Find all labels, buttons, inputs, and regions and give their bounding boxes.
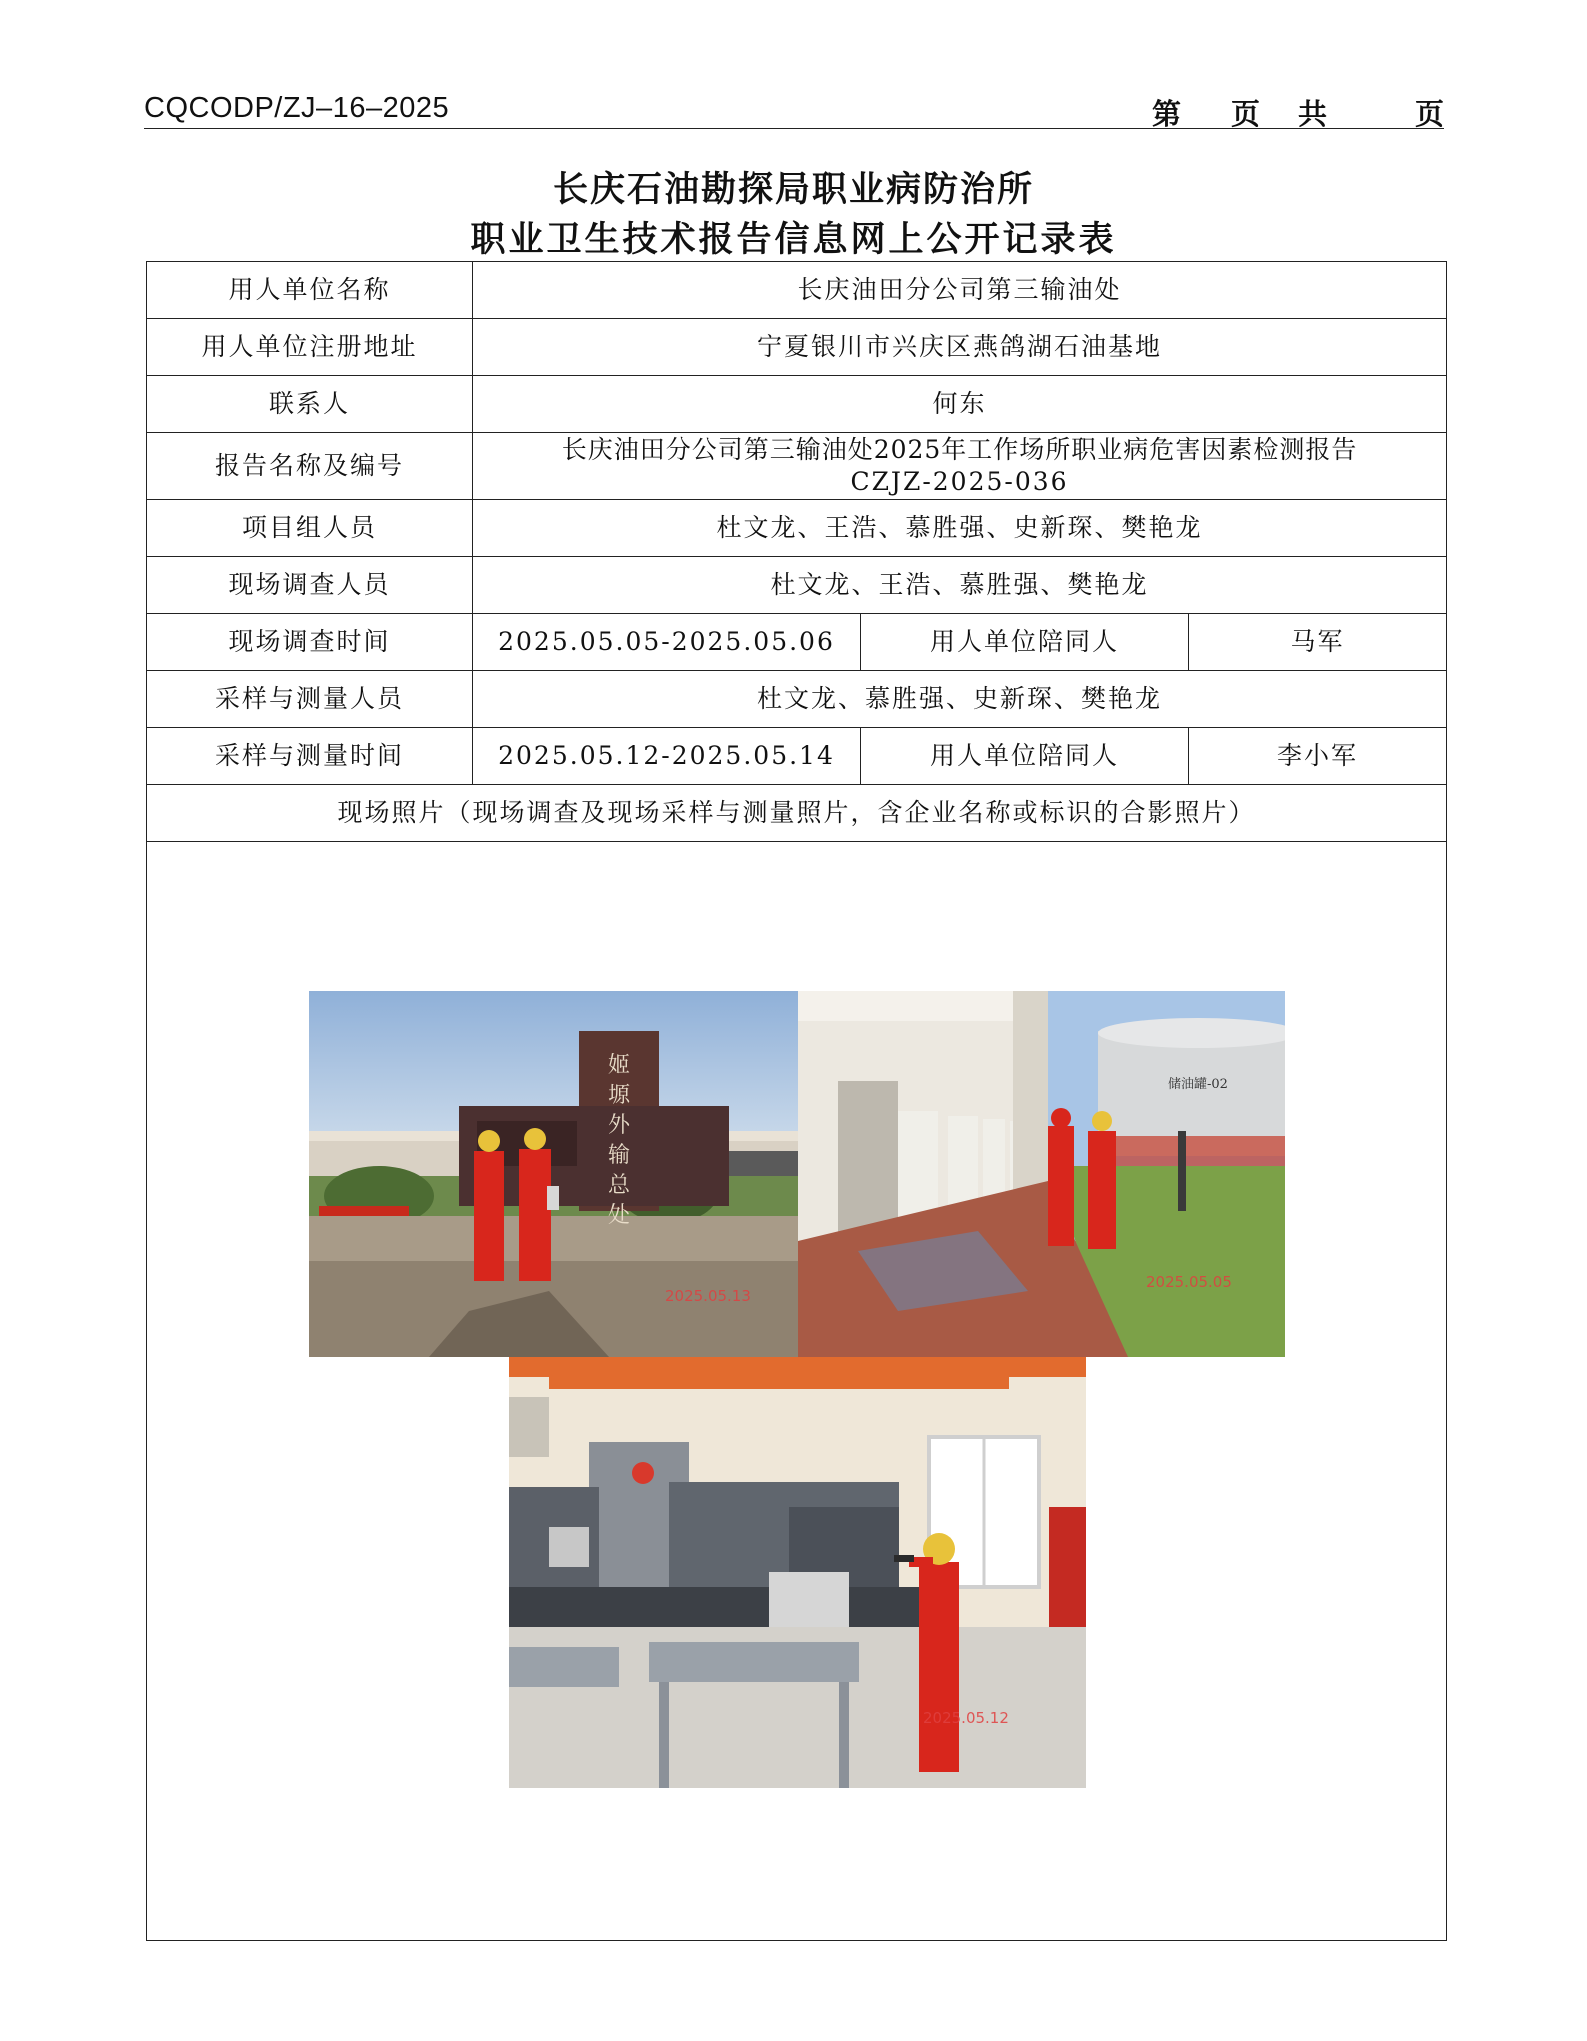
document-code: CQCODP/ZJ–16–2025 [144,92,450,124]
row-contact [147,376,1447,433]
address-label: 用人单位注册地址 [147,319,473,376]
row-survey-staff [147,557,1447,614]
institution-title: 长庆石油勘探局职业病防治所 [552,169,1034,210]
unit-name-label: 用人单位名称 [147,262,473,319]
photo-entrance-group [309,991,798,1357]
report-name: 长庆油田分公司第三输油处2025年工作场所职业病危害因素检测报告 [561,434,1358,464]
sampling-staff-value: 杜文龙、慕胜强、史新琛、樊艳龙 [473,671,1447,728]
photo-tank-date-stamp: 2025.05.05 [1146,1273,1232,1291]
contact-label: 联系人 [147,376,473,433]
photo-pump-room [509,1357,1086,1788]
row-sampling-staff [147,671,1447,728]
page-label-di: 第 [1151,97,1181,131]
photo-tank-label: 储油罐-02 [1168,1077,1228,1092]
unit-name-value: 长庆油田分公司第三输油处 [473,262,1447,319]
survey-staff-label: 现场调查人员 [147,557,473,614]
report-value [473,433,1447,500]
accompany-value-2: 李小军 [1189,728,1447,785]
sampling-staff-label: 采样与测量人员 [147,671,473,728]
address-value: 宁夏银川市兴庆区燕鸽湖石油基地 [473,319,1447,376]
page-label-ye: 页 [1414,97,1444,131]
photos-cell [147,842,1447,1941]
form-title: 职业卫生技术报告信息网上公开记录表 [470,219,1117,260]
report-code: CZJZ-2025-036 [850,467,1069,496]
accompany-label-1: 用人单位陪同人 [861,614,1189,671]
row-report [147,433,1447,500]
record-table [146,261,1447,1941]
photos-caption: 现场照片（现场调查及现场采样与测量照片，含企业名称或标识的合影照片） [147,785,1447,842]
row-sampling-time [147,728,1447,785]
sampling-time-label: 采样与测量时间 [147,728,473,785]
photo-tank-area [798,991,1285,1357]
row-team [147,500,1447,557]
photo-pump-ex-sign [632,1462,654,1484]
page-header [144,90,1444,129]
row-unit-name [147,262,1447,319]
photos-area [147,842,1446,1940]
team-label: 项目组人员 [147,500,473,557]
report-label: 报告名称及编号 [147,433,473,500]
accompany-value-1: 马军 [1189,614,1447,671]
photo-pump-date-stamp: 2025.05.12 [923,1709,1009,1727]
survey-time-label: 现场调查时间 [147,614,473,671]
contact-value: 何东 [473,376,1447,433]
page-label-ye-gong: 页共 [1230,97,1365,131]
accompany-label-2: 用人单位陪同人 [861,728,1189,785]
row-survey-time [147,614,1447,671]
photo-entrance-date-stamp: 2025.05.13 [665,1287,751,1305]
team-value: 杜文龙、王浩、慕胜强、史新琛、樊艳龙 [473,500,1447,557]
sampling-time-value: 2025.05.12-2025.05.14 [473,728,861,785]
photo-tank-image [798,991,1285,1357]
survey-time-value: 2025.05.05-2025.05.06 [473,614,861,671]
row-photos [147,842,1447,1941]
survey-staff-value: 杜文龙、王浩、慕胜强、樊艳龙 [473,557,1447,614]
row-photos-caption [147,785,1447,842]
page-number-info [1152,92,1444,133]
row-address [147,319,1447,376]
photo-entrance-sign: 姬塬外输总处 [607,1053,630,1228]
